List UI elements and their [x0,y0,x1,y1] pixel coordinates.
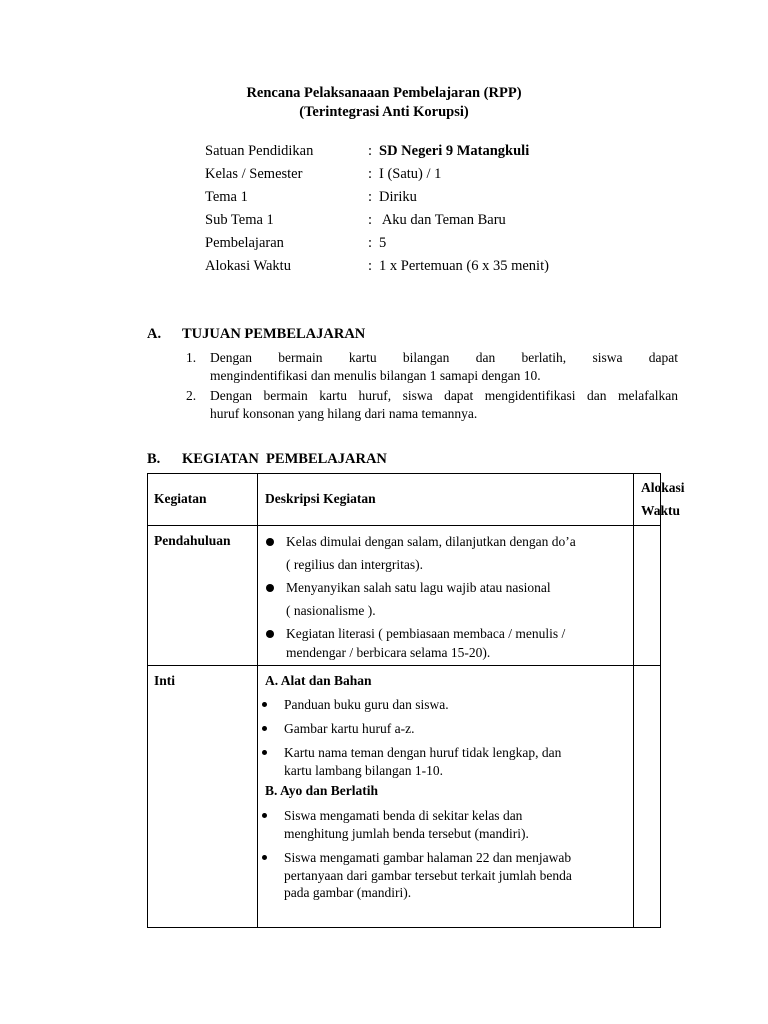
bullet-icon [262,855,267,860]
list-item [258,807,618,842]
section-b-heading [147,449,447,469]
identity-value: SD Negeri 9 Matangkuli [379,143,530,159]
table-border [147,927,661,928]
document-title: Rencana Pelaksanaaan Pembelajaran (RPP) [246,85,522,101]
list-item-line: Panduan buku guru dan siswa. [284,697,449,712]
list-item-line: mendengar / berbicara selama 15-20). [286,645,491,660]
table-header-alokasi: Alokasi [641,480,685,495]
list-item [262,576,622,622]
identity-colon: : [368,143,373,159]
bullet-icon [262,750,267,755]
bullet-icon [266,538,274,546]
bullet-icon [262,726,267,731]
table-header-deskripsi: Deskripsi Kegiatan [265,491,376,506]
identity-value: 5 [379,235,387,251]
list-item [258,720,618,738]
list-item [262,624,622,662]
table-header-kegiatan: Kegiatan [154,491,207,506]
list-item [258,696,618,714]
list-item [262,530,622,576]
table-border [633,473,634,928]
objective-text [210,387,678,423]
list-item-line: pada gambar (mandiri). [284,885,412,900]
identity-colon: : [368,258,373,274]
list-item-line: ( regilius dan intergritas). [286,557,423,572]
objective-text [210,349,678,385]
identity-colon: : [368,235,373,251]
list-item [258,744,618,779]
identity-label: Tema 1 [205,189,248,205]
list-item-line: kartu lambang bilangan 1-10. [284,762,443,778]
identity-label: Kelas / Semester [205,166,303,182]
identity-label: Sub Tema 1 [205,212,274,228]
bullet-icon [266,630,274,638]
identity-colon: : [368,166,373,182]
list-item-line: Kegiatan literasi ( pembiasaan membaca / menulis / [286,626,566,641]
table-border [147,473,661,474]
identity-label: Satuan Pendidikan [205,143,314,159]
table-border [147,665,661,666]
row-label-pendahuluan: Pendahuluan [154,533,231,548]
bullet-icon [262,702,267,707]
section-letter: A. [147,326,162,342]
list-item-line: menghitung jumlah benda tersebut (mandiri). [284,825,529,841]
objective-line: mengindentifikasi dan menulis bilangan 1 samapi dengan 10. [210,368,541,383]
list-item-line: Siswa mengamati gambar halaman 22 dan menjawab [284,850,572,865]
list-item-line: Kelas dimulai dengan salam, dilanjutkan dengan do’a [286,534,576,549]
objective-line: Dengan bermain kartu huruf, siswa dapat mengidentifikasi dan melafalkan [210,388,678,403]
subheading-ayo-berlatih: B. Ayo dan Berlatih [265,783,379,798]
subheading-alat-bahan: A. Alat dan Bahan [265,673,372,688]
list-item-line: ( nasionalisme ). [286,603,376,618]
objective-line: huruf konsonan yang hilang dari nama temannya. [210,406,478,421]
section-a-heading [147,324,447,344]
bullet-icon [266,584,274,592]
row-label-inti: Inti [154,673,176,688]
objective-item [186,387,678,423]
section-title: TUJUAN PEMBELAJARAN [182,326,366,342]
table-border [147,525,661,526]
document-subtitle: (Terintegrasi Anti Korupsi) [299,104,469,120]
identity-value: 1 x Pertemuan (6 x 35 menit) [379,258,549,274]
section-letter: B. [147,451,161,467]
list-item-line: pertanyaan dari gambar tersebut terkait jumlah benda [284,867,572,883]
objective-line: Dengan bermain kartu bilangan dan berlatih, siswa dapat [210,350,678,365]
objective-number: 1. [186,350,197,365]
identity-value: Aku dan Teman Baru [379,212,506,228]
objective-item [186,349,678,385]
table-border [660,473,661,928]
list-item-line: Menyanyikan salah satu lagu wajib atau nasional [286,580,551,595]
identity-value: Diriku [379,189,417,205]
list-item [258,849,618,902]
section-title: KEGIATAN PEMBELAJARAN [182,451,387,467]
identity-value: I (Satu) / 1 [379,166,442,182]
identity-label: Alokasi Waktu [205,258,291,274]
table-header-waktu: Waktu [641,503,681,518]
pendahuluan-list [262,530,622,662]
bullet-icon [262,813,267,818]
list-item-line: Siswa mengamati benda di sekitar kelas dan [284,808,523,823]
identity-colon: : [368,189,373,205]
list-item-line: Kartu nama teman dengan huruf tidak lengkap, dan [284,745,562,760]
identity-colon: : [368,212,373,228]
identity-label: Pembelajaran [205,235,284,251]
objective-number: 2. [186,388,197,403]
table-border [147,473,148,928]
list-item-line: Gambar kartu huruf a-z. [284,721,415,736]
